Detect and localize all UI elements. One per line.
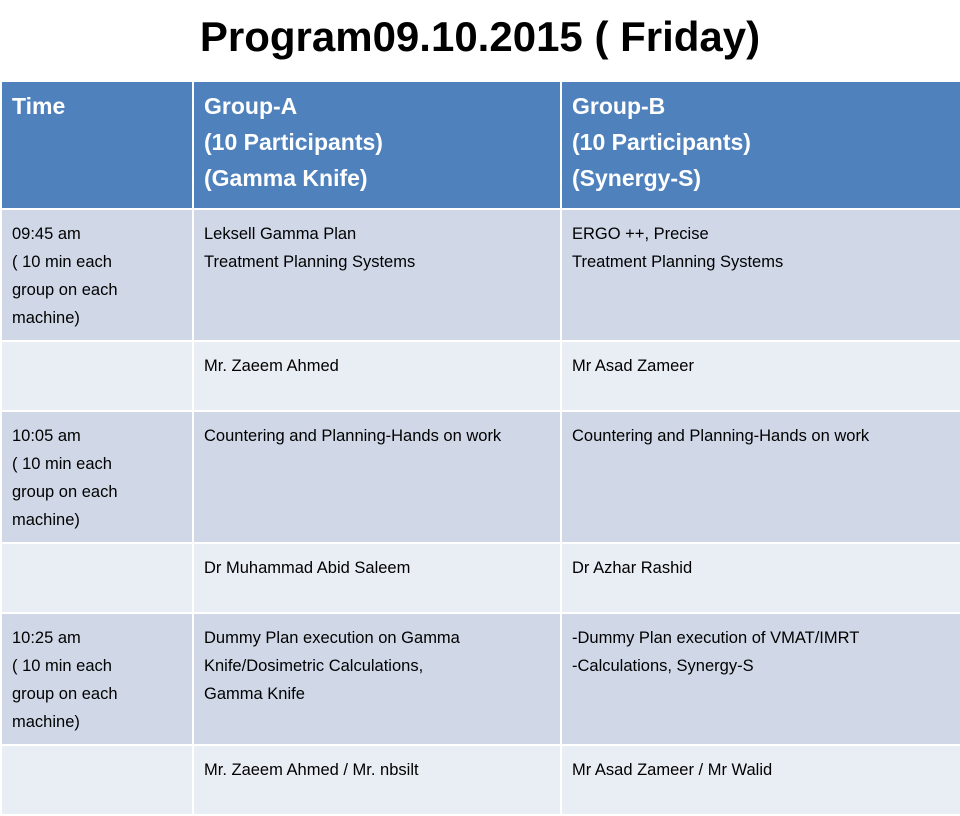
header-group-a-participants: (10 Participants) <box>204 129 383 155</box>
header-group-b <box>561 81 960 209</box>
speaker-row <box>1 341 960 411</box>
speaker-row <box>1 745 960 815</box>
group-a-speaker: Mr. Zaeem Ahmed <box>193 341 561 411</box>
header-time: Time <box>1 81 193 209</box>
time-cell: 10:05 am ( 10 min each group on each machine) <box>1 411 193 543</box>
header-group-b-participants: (10 Participants) <box>572 129 751 155</box>
group-a-speaker: Mr. Zaeem Ahmed / Mr. nbsilt <box>193 745 561 815</box>
header-group-b-machine: (Synergy-S) <box>572 165 702 191</box>
time-cell: 10:25 am ( 10 min each group on each machine) <box>1 613 193 745</box>
group-a-activity: Dummy Plan execution on Gamma Knife/Dosimetric Calculations, Gamma Knife <box>193 613 561 745</box>
speaker-row <box>1 543 960 613</box>
program-table <box>0 80 960 816</box>
time-cell: 09:45 am ( 10 min each group on each machine) <box>1 209 193 341</box>
page-title: Program09.10.2015 ( Friday) <box>199 13 761 60</box>
group-a-speaker: Dr Muhammad Abid Saleem <box>193 543 561 613</box>
header-group-a <box>193 81 561 209</box>
group-b-speaker: Dr Azhar Rashid <box>561 543 960 613</box>
table-header-row <box>1 81 960 209</box>
group-b-activity: -Dummy Plan execution of VMAT/IMRT -Calculations, Synergy-S <box>561 613 960 745</box>
time-cell-empty <box>1 745 193 815</box>
header-group-a-machine: (Gamma Knife) <box>204 165 368 191</box>
group-b-speaker: Mr Asad Zameer <box>561 341 960 411</box>
table-row <box>1 411 960 543</box>
group-b-speaker: Mr Asad Zameer / Mr Walid <box>561 745 960 815</box>
header-group-a-name: Group-A <box>204 93 298 119</box>
time-cell-empty <box>1 543 193 613</box>
group-b-activity: Countering and Planning-Hands on work <box>561 411 960 543</box>
time-cell-empty <box>1 341 193 411</box>
table-row <box>1 613 960 745</box>
table-row <box>1 209 960 341</box>
header-group-b-name: Group-B <box>572 93 666 119</box>
group-a-activity: Leksell Gamma Plan Treatment Planning Systems <box>193 209 561 341</box>
group-a-activity: Countering and Planning-Hands on work <box>193 411 561 543</box>
group-b-activity: ERGO ++, Precise Treatment Planning Systems <box>561 209 960 341</box>
